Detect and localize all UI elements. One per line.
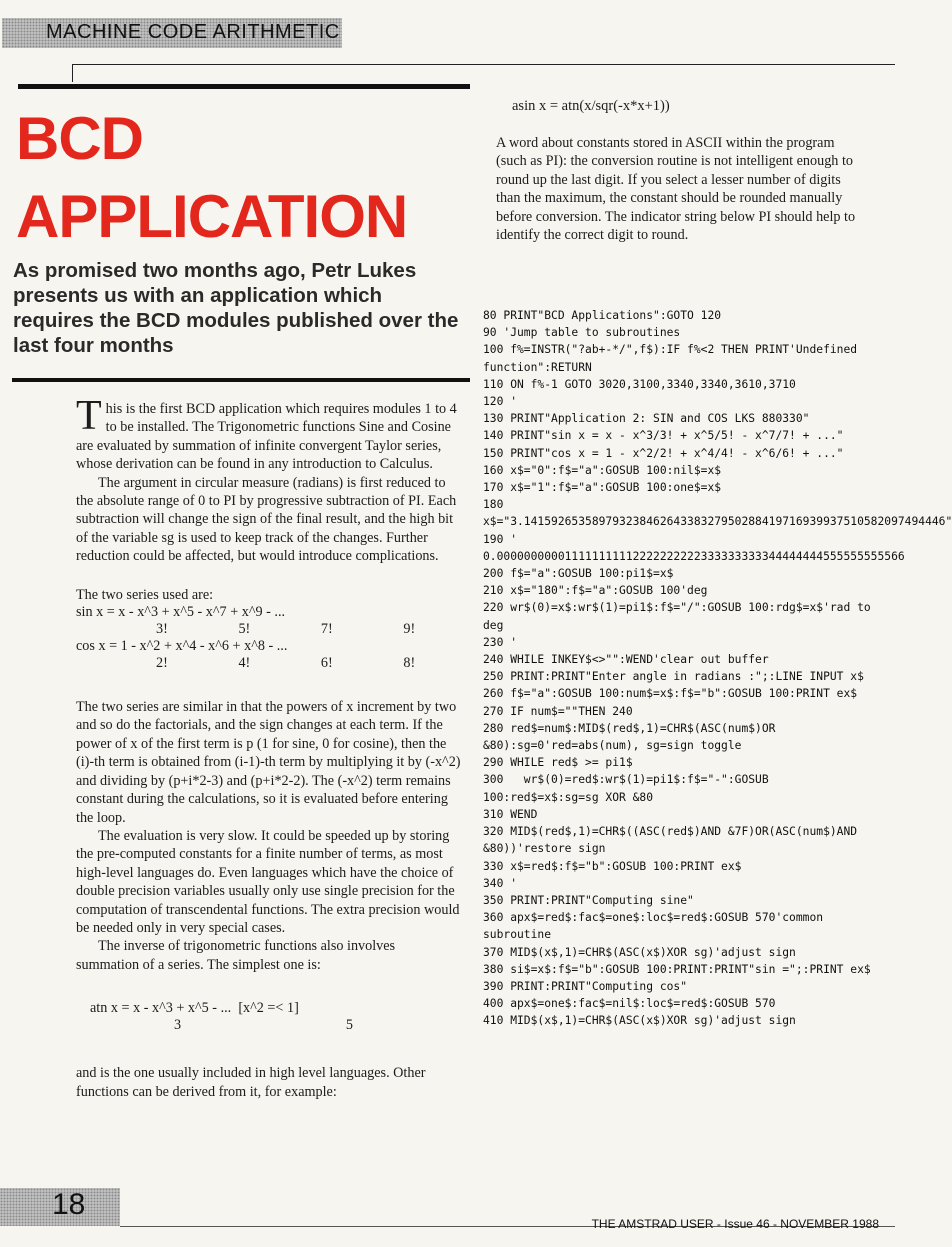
code-line: 330 x$=red$:f$="b":GOSUB 100:PRINT ex$ bbox=[483, 859, 742, 873]
code-line: 130 PRINT"Application 2: SIN and COS LKS 880330" bbox=[483, 412, 810, 426]
code-line: 370 MID$(x$,1)=CHR$(ASC(x$)XOR sg)'adjust sign bbox=[483, 945, 796, 959]
paragraph-6: The inverse of trigonometric functions also involves summation of a series. The simplest one is: bbox=[76, 938, 396, 973]
headline-line-2: APPLICATION bbox=[16, 183, 408, 250]
asin-formula: asin x = atn(x/sqr(-x*x+1)) bbox=[512, 98, 670, 114]
standfirst: As promised two months ago, Petr Lukes presents us with an application which requires the BCD modules published over the last four months bbox=[13, 259, 459, 357]
code-line: 150 PRINT"cos x = 1 - x^2/2! + x^4/4! - x^6/6! + ..." bbox=[483, 446, 844, 460]
code-line: 160 x$="0":f$="a":GOSUB 100:nil$=x$ bbox=[483, 463, 722, 477]
code-line: 340 ' bbox=[483, 876, 518, 890]
code-line: 350 PRINT:PRINT"Computing sine" bbox=[483, 893, 694, 907]
code-line: 280 red$=num$:MID$(red$,1)=CHR$(ASC(num$)OR &80):sg=0'red=abs(num), sg=sign toggle bbox=[483, 721, 783, 753]
code-line: 360 apx$=red$:fac$=one$:loc$=red$:GOSUB 570'common subroutine bbox=[483, 911, 830, 942]
code-line: 270 IF num$=""THEN 240 bbox=[483, 704, 633, 718]
code-line: 210 x$="180":f$="a":GOSUB 100'deg bbox=[483, 584, 708, 598]
code-line: 140 PRINT"sin x = x - x^3/3! + x^5/5! - x^7/7! + ..." bbox=[483, 429, 844, 443]
cos-series-line: cos x = 1 - x^2 + x^4 - x^6 + x^8 - ... bbox=[76, 638, 288, 655]
code-line: 410 MID$(x$,1)=CHR$(ASC(x$)XOR sg)'adjust sign bbox=[483, 1014, 796, 1028]
header-rule bbox=[72, 64, 895, 65]
code-line: 380 si$=x$:f$="b":GOSUB 100:PRINT:PRINT"sin =";:PRINT ex$ bbox=[483, 962, 871, 976]
page-number: 18 bbox=[52, 1188, 86, 1221]
headline bbox=[16, 100, 407, 256]
column-2-paragraph-1: A word about constants stored in ASCII within the program (such as PI): the conversion routine is not intelligent enough to round up the last digit. If you select a lesser number of digits than the maximum, the constant should be rounded manually before conversion. The indicator string below PI should help to identify the correct digit to round. bbox=[496, 135, 856, 244]
code-line: 170 x$="1":f$="a":GOSUB 100:one$=x$ bbox=[483, 481, 722, 495]
code-line: 190 ' 0.000000000011111111112222222222333333333344444444555555555566 bbox=[483, 532, 905, 563]
paragraph-7: and is the one usually included in high level languages. Other functions can be derived from it, for example: bbox=[76, 1065, 426, 1100]
article-column-2 bbox=[496, 134, 868, 244]
section-tab-label: MACHINE CODE ARITHMETIC bbox=[46, 21, 340, 43]
paragraph-1-text: his is the first BCD application which requires modules 1 to 4 to be installed. The Trigonometric functions Sine and Cosine are evaluated by summation of infinite convergent Taylor series, whose derivation can be found in any introduction to Calculus. bbox=[76, 401, 457, 473]
paragraph-5: The evaluation is very slow. It could be speeded up by storing the pre-computed constants for a finite number of terms, as most high-level languages do. Even languages which have the choice of double precision variables usually only use single precision for the computation of transcendental functions. The extra precision would be needed only in very special cases. bbox=[76, 827, 460, 936]
code-line: 200 f$="a":GOSUB 100:pi1$=x$ bbox=[483, 567, 674, 581]
code-line: 80 PRINT"BCD Applications":GOTO 120 bbox=[483, 309, 722, 322]
atn-series-line: atn x = x - x^3 + x^5 - ... [x^2 =< 1] bbox=[90, 1000, 299, 1017]
code-line: 100 f%=INSTR("?ab+-*/",f$):IF f%<2 THEN PRINT'Undefined function":RETURN bbox=[483, 343, 864, 374]
section-tab bbox=[2, 18, 342, 48]
code-line: 230 ' bbox=[483, 635, 518, 649]
code-line: 320 MID$(red$,1)=CHR$((ASC(red$)AND &7F)OR(ASC(num$)AND &80))'restore sign bbox=[483, 825, 864, 856]
code-line: 300 wr$(0)=red$:wr$(1)=pi1$:f$="-":GOSUB 100:red$=x$:sg=sg XOR &80 bbox=[483, 773, 776, 804]
standfirst-bottom-rule bbox=[12, 378, 470, 382]
code-line: 250 PRINT:PRINT"Enter angle in radians :";:LINE INPUT x$ bbox=[483, 670, 864, 684]
code-line: 240 WHILE INKEY$<>"":WEND'clear out buffer bbox=[483, 653, 769, 667]
atn-series-denominators: 3 5 bbox=[174, 1017, 354, 1034]
code-line: 110 ON f%-1 GOTO 3020,3100,3340,3340,3610,3710 bbox=[483, 377, 796, 391]
header-rule-tick bbox=[72, 64, 73, 82]
cos-series-denominators: 2! 4! 6! 8! bbox=[156, 655, 416, 672]
code-line: 220 wr$(0)=x$:wr$(1)=pi1$:f$="/":GOSUB 100:rdg$=x$'rad to deg bbox=[483, 601, 878, 632]
paragraph-1 bbox=[76, 393, 461, 474]
sin-series bbox=[76, 604, 461, 672]
headline-line-1: BCD bbox=[16, 105, 143, 172]
atn-series bbox=[76, 1000, 461, 1034]
headline-top-rule bbox=[18, 84, 470, 89]
sin-series-line: sin x = x - x^3 + x^5 - x^7 + x^9 - ... bbox=[76, 604, 286, 621]
code-line: 290 WHILE red$ >= pi1$ bbox=[483, 756, 633, 770]
magazine-issue-line: THE AMSTRAD USER - Issue 46 - NOVEMBER 1988 bbox=[591, 1217, 879, 1231]
code-listing bbox=[483, 307, 952, 1030]
code-line: 90 'Jump table to subroutines bbox=[483, 326, 681, 340]
paragraph-2: The argument in circular measure (radians) is first reduced to the absolute range of 0 to PI by progressive subtraction of PI. Each subtraction will change the sign of the final result, and the high bit of the variable sg is used to keep track of the changes. Further reduction could be affected, but would introduce complications. bbox=[76, 474, 457, 565]
code-line: 400 apx$=one$:fac$=nil$:loc$=red$:GOSUB 570 bbox=[483, 997, 776, 1011]
sin-series-denominators: 3! 5! 7! 9! bbox=[156, 621, 416, 638]
paragraph-3: The two series used are: bbox=[76, 586, 214, 603]
code-line: 180 x$="3.14159265358979323846264338327950288419716939937510582097494446" bbox=[483, 498, 952, 529]
article-column-1 bbox=[76, 393, 461, 1101]
drop-cap: T bbox=[76, 393, 102, 439]
code-line: 260 f$="a":GOSUB 100:num$=x$:f$="b":GOSUB 100:PRINT ex$ bbox=[483, 687, 858, 701]
code-line: 120 ' bbox=[483, 395, 518, 409]
code-line: 310 WEND bbox=[483, 807, 538, 821]
paragraph-4: The two series are similar in that the powers of x increment by two and so do the factorials, and the sign changes at each term. If the power of x of the first term is p (1 for sine, 0 for cosine), then the (i)-th term is obtained from (i-1)-th term by multiplying it by (-x^2) and dividing by (p+i*2-3) and (p+i*2-2). The (-x^2) term remains constant during the calculations, so it is evaluated before entering the loop. bbox=[76, 699, 461, 826]
code-line: 390 PRINT:PRINT"Computing cos" bbox=[483, 979, 688, 993]
